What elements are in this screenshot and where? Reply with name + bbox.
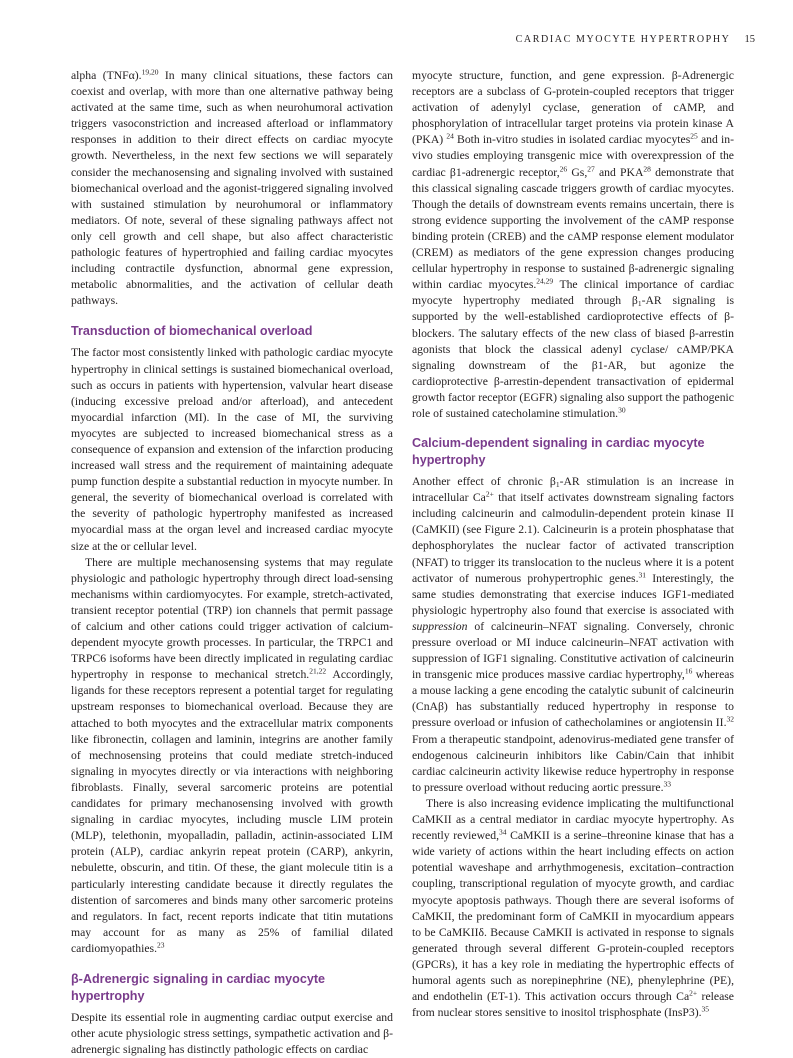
paragraph-biomechanical-1: The factor most consistently linked with pathologic cardiac myocyte hypertrophy in clinical settings is sustained biomechanical overload, such as occurs in patients with hypertension, valvular heart disease (inducing excessive preload and/or afterload), and antecedent myocardial infarction (MI). In the case of MI, the surviving myocytes are subjected to increased biomechanical stress as a consequence of expansion and extension of the infarction producing increased wall stress and the requirement of maintaining adequate pump function despite a substantial reduction in myocyte number. In general, the severity of biomechanical overload is correlated with the severity of pathologic hypertrophy manifested as increased myocardial mass at the organ level and increased cardiac myocyte size at the or cellular level.: [71, 346, 393, 553]
intro-paragraph: alpha (TNFα).$^{19,20}$ In many clinical situations, these factors can coexist and overlap, with more than one alternative pathway being activated at the same time, such as when neurohumoral activation triggers vasoconstriction and increased afterload or inflammatory responses in addition to their direct effects on cardiac myocyte growth. Nevertheless, in the next few sections we will separately consider the mechanosensing and signaling involved with sustained biomechanical overload and the agonist-triggered signaling involved with sustained stimulation by neurohumoral or inflammatory mediators. Of note, several of these signaling pathways affect not only cell growth and cell shape, but also affect characteristic pathologic features of hypertrophied and failing cardiac myocytes including contractile dysfunction, abnormal gene expression, metabolic abnormalities, and the activation of cellular death pathways.: [71, 67, 394, 308]
paragraph-biomechanical-2: There are multiple mechanosensing systems that may regulate physiologic and pathologic hypertrophy through direct load-sensing mechanisms within cardiomyocytes. For example, stretch-activated, transient receptor potential (TRP) ion channels that permit passage of calcium and other cations could trigger activation of calcium-dependent myocyte growth processes. In particular, the TRPC1 and TRPC6 isoforms have been directly implicated in regulating cardiac hypertrophy in response to mechanical stretch.$^{21,22}$ Accordingly, ligands for these receptors represent a potential target for regulating upstream responses to biomechanical overload. Because they are attached to both myocytes and the extracellular matrix components like fibronectin, collagen and laminin, integrins are another family of mechnosensing proteins that could mediate stretch-induced signaling in myocytes directly or via interactions with neighboring fibroblasts. Finally, several sarcomeric proteins are potential candidates for primary mechanosensing involved with growth signaling in cardiac myocytes, including muscle LIM protein (MLP), telethonin, myopalladin, palladin, actinin-associated LIM protein (ALP), cardiac ankyrin repeat protein (CARP), ankyrin, nebulette, obscurin, and titin. Of these, the giant molecule titin is a particularly interesting candidate because it directly regulates the distention of sarcomeres and binds many other sarcomeric proteins and regulators. In fact, recent reports indicate that titin mutations may account for as many as 25% of familial dilated cardiomyopathies.$^{23}$: [71, 555, 393, 955]
right-column: [412, 68, 734, 1021]
paragraph-beta-adrenergic-1: Despite its essential role in augmenting cardiac output exercise and other acute physiologic stress settings, sympathetic activation and β-adrenergic signaling has distinctly pathologic effects on cardiac: [71, 1010, 393, 1057]
paragraph-calcium-2: There is also increasing evidence implicating the multifunctional CaMKII as a central mediator in cardiac myocyte hypertrophy. As recently reviewed,$^{34}$ CaMKII is a serine–threonine kinase that has a wide variety of actions within the heart including effects on action potential waveshape and arrhythmogenesis, excitation–contraction coupling, transcriptional regulation of myocyte growth, and cardiac myocyte apoptosis pathways. Though there are several isoforms of CaMKII, the predominant form of CaMKII in myocardium appears to be CaMKIIδ. Because CaMKII is activated in response to signals generated through several different G-protein-coupled receptors (GPCRs), it has a key role in mediating the hypertrophic effects of humoral agents such as norepinephrine (NE), phenylephrine (PE), and endothelin (ET-1). This activation occurs through $Ca^{2+}$ release from nuclear stores sensitive to inositol trisphosphate (InsP3).$^{35}$: [412, 796, 734, 1020]
section-heading-calcium: Calcium-dependent signaling in cardiac myocyte hypertrophy: [412, 436, 705, 468]
section-heading-biomechanical: Transduction of biomechanical overload: [71, 324, 313, 339]
running-title: CARDIAC MYOCYTE HYPERTROPHY: [515, 34, 731, 45]
section-heading-beta-adrenergic: β-Adrenergic signaling in cardiac myocyte hypertrophy: [71, 971, 326, 1003]
page-number: 15: [744, 34, 755, 45]
paragraph-calcium-1: Another effect of chronic $\beta_1-AR$ stimulation is an increase in intracellular $Ca^{2+}$ that itself activates downstream signaling factors including calcineurin and calmodulin-dependent protein kinase II (CaMKII) (see Figure 2.1). Calcineurin is a protein phosphatase that dephosphorylates the nuclear factor of activated transcription (NFAT) to trigger its translocation to the nucleus where it is a potent activator of numerous prohypertrophic genes.$^{31}$ Interestingly, the same studies demonstrating that exercise induces IGF1-mediated physiologic hypertrophy also found that exercise is associated with suppression of calcineurin–NFAT signaling. Conversely, chronic pressure overload or MI induce calcineurin–NFAT activation with suppression of IGF1 signaling. Constitutive activation of calcineurin in transgenic mice produces massive cardiac hypertrophy,$^{16}$ whereas a mouse lacking a gene encoding the catalytic subunit of calcineurin (CnAβ) has substantially reduced hypertrophy in response to pressure overload or infusion of cathecholamines or angiotensin II.$^{32}$ From a therapeutic standpoint, adenovirus-mediated gene transfer of endogenous calcineurin inhibitors like Cabin/Cain that inhibit cardiac calcineurin activity likewise reduce hypertrophy in response to pressure overload without reducing aortic pressure.$^{33}$: [412, 475, 734, 794]
running-head: [516, 34, 755, 45]
left-column: [71, 68, 393, 1058]
paragraph-beta-adrenergic-2: myocyte structure, function, and gene expression. β-Adrenergic receptors are a subclass of G-protein-coupled receptors that trigger activation of adenylyl cyclase, generation of cAMP, and phosphorylation of intracellular target proteins via protein kinase A (PKA) $^{24}$ Both in-vitro studies in isolated cardiac myocytes$^{25}$ and in-vivo studies employing transgenic mice with overexpression of the cardiac β1-adrenergic receptor,$^{26}$ Gs,$^{27}$ and PKA$^{28}$ demonstrate that this classical signaling cascade triggers growth of cardiac myocytes. Though the details of downstream events remains uncertain, there is strong evidence supporting the involvement of the cAMP response binding protein (CREB) and the cAMP response element modulator (CREM) as mediators of the gene expression changes producing cellular hypertrophy in response to sustained β-adrenergic signaling within cardiac myocytes.$^{24,29}$ The clinical importance of cardiac myocyte hypertrophy mediated through $\beta_1-AR$ signaling is supported by the well-established cardioprotective effects of β-blockers. The salutary effects of the new class of biased β-arrestin agonists that block the classical adenyl cyclase/ cAMP/PKA signaling downstream of the β1-AR, but agonize the cardioprotective β-arrestin-dependent transactivation of epidermal growth factor receptor (EGFR) signaling also support the pathogenic role of sustained catecholamine stimulation.$^{30}$: [412, 69, 734, 420]
